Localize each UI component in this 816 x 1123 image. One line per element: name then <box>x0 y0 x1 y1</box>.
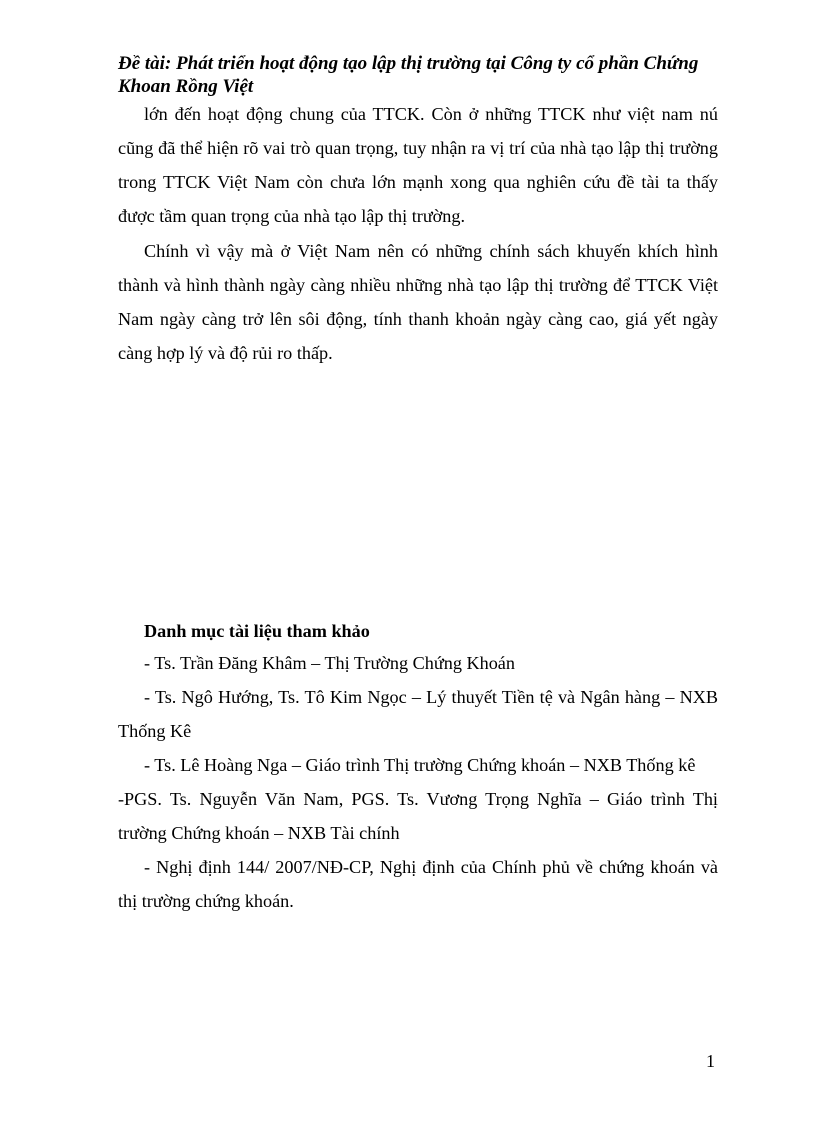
page-number: 1 <box>706 1051 715 1071</box>
reference-item-5: - Nghị định 144/ 2007/NĐ-CP, Nghị định của Chính phủ về chứng khoán và thị trường chứng khoán. <box>118 857 718 911</box>
body-section-1 <box>118 97 718 233</box>
references-title: Danh mục tài liệu tham khảo <box>144 621 370 641</box>
body-section-2 <box>118 234 718 370</box>
reference-item-3: - Ts. Lê Hoàng Nga – Giáo trình Thị trường Chứng khoán – NXB Thống kê <box>144 755 696 775</box>
document-header-title: Đề tài: Phát triển hoạt động tạo lập thị trường tại Công ty cổ phần Chứng Khoan Rồng Việt <box>118 53 699 97</box>
references-list <box>118 646 718 918</box>
body-paragraph-1: lớn đến hoạt động chung của TTCK. Còn ở những TTCK như việt nam nú cũng đã thể hiện rõ vai trò quan trọng, tuy nhận ra vị trí của nhà tạo lập thị trường trong TTCK Việt Nam còn chưa lớn mạnh xong qua nghiên cứu đề tài ta thấy được tầm quan trọng của nhà tạo lập thị trường. <box>118 104 718 226</box>
reference-item-2: - Ts. Ngô Hướng, Ts. Tô Kim Ngọc – Lý thuyết Tiền tệ và Ngân hàng – NXB Thống Kê <box>118 687 718 741</box>
reference-item-4: -PGS. Ts. Nguyễn Văn Nam, PGS. Ts. Vương Trọng Nghĩa – Giáo trình Thị trường Chứng khoán – NXB Tài chính <box>118 789 718 843</box>
body-paragraph-2: Chính vì vậy mà ở Việt Nam nên có những chính sách khuyến khích hình thành và hình thành ngày càng nhiều những nhà tạo lập thị trường để TTCK Việt Nam ngày càng trở lên sôi động, tính thanh khoản ngày càng cao, giá yết ngày càng hợp lý và độ rủi ro thấp. <box>118 241 718 363</box>
reference-item-1: - Ts. Trần Đăng Khâm – Thị Trường Chứng Khoán <box>144 653 515 673</box>
